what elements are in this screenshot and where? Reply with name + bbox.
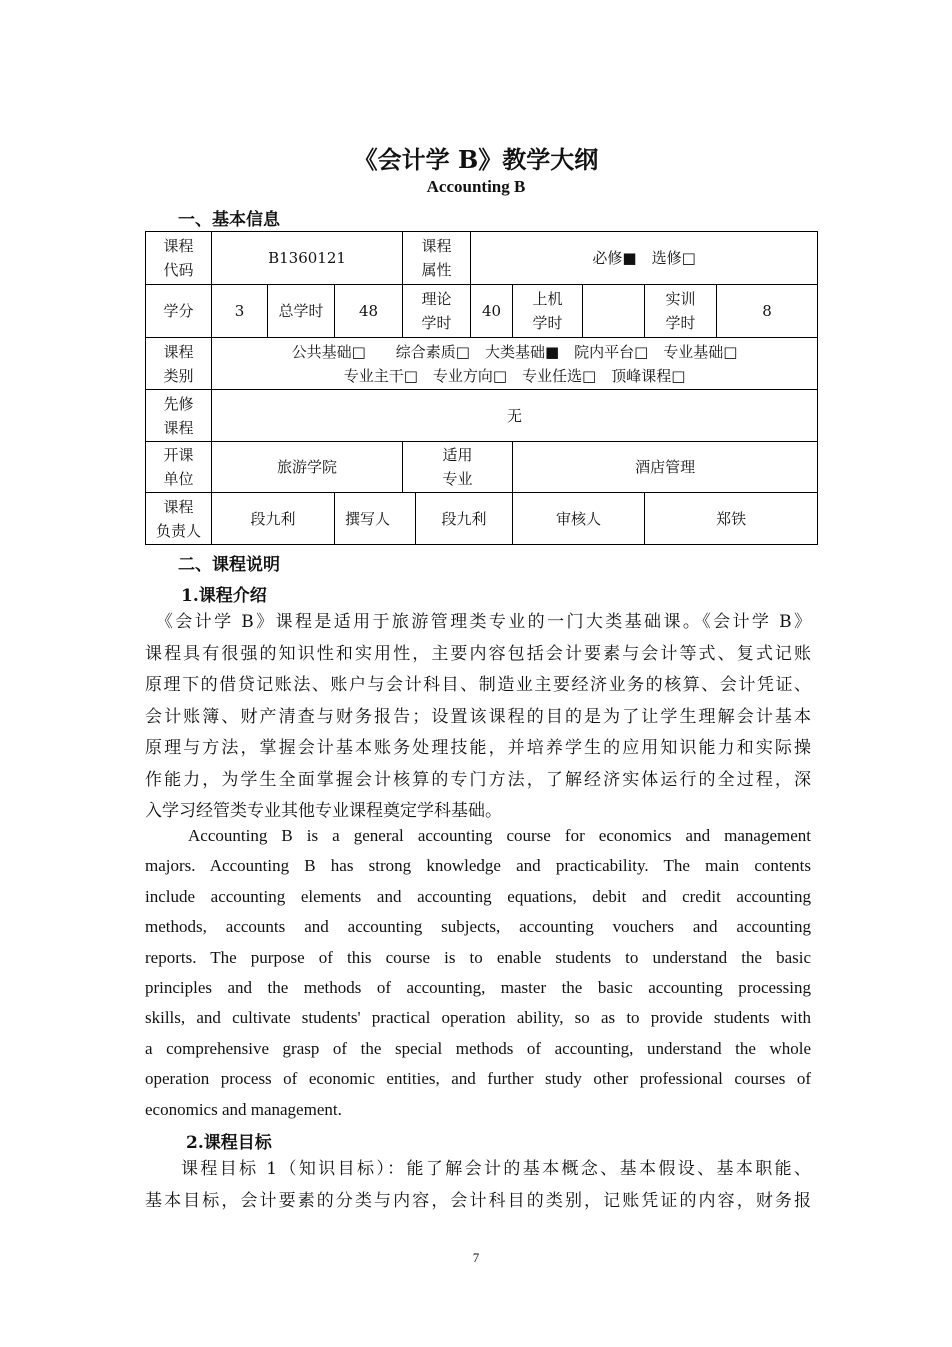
subheading-course-intro: 1.课程介绍 xyxy=(181,586,267,606)
table-label-cell: 理论 学时 xyxy=(403,285,471,338)
theory-hours-value: 40 xyxy=(471,285,513,338)
unit-value: 旅游学院 xyxy=(212,442,403,493)
table-label-cell: 适用 专业 xyxy=(403,442,513,493)
table-label-cell: 上机 学时 xyxy=(513,285,583,338)
intro-paragraph-english: Accounting B is a general accounting course for economics and management majors. Accounting B has strong knowledge and practicability. The main contents include accounting elements and accounting equations, debit and credit accounting methods, accounts and accounting subjects, accounting vouchers and accounting reports. The purpose of this course is to enable students to understand the basic principles and the methods of accounting, master the basic accounting processing skills, and cultivate students' practical operation ability, so as to provide students with a comprehensive grasp of the special methods of accounting, understand the whole operation process of economic entities, and further study other professional courses of economics and management. xyxy=(145,826,811,1119)
page-number: 7 xyxy=(472,1250,480,1265)
writer-label: 撰写人 xyxy=(335,493,416,545)
computer-hours-value xyxy=(583,285,645,338)
section-heading-basic-info: 一、基本信息 xyxy=(178,210,280,230)
table-label-cell: 课程 负责人 xyxy=(146,493,212,545)
table-label-cell: 实训 学时 xyxy=(645,285,717,338)
course-code-value: B1360121 xyxy=(212,232,403,285)
course-info-table xyxy=(145,231,818,545)
course-category-value: 公共基础□ 综合素质□ 大类基础■ 院内平台□ 专业基础□ 专业主干□ 专业方向□ 专业任选□ 顶峰课程□ xyxy=(212,338,818,390)
document-subtitle: Accounting B xyxy=(426,177,526,196)
prereq-value: 无 xyxy=(212,390,818,442)
total-hours-value: 48 xyxy=(335,285,403,338)
section-heading-course-description: 二、课程说明 xyxy=(178,555,280,575)
table-row xyxy=(146,442,818,493)
credit-label: 学分 xyxy=(146,285,212,338)
owner-value: 段九利 xyxy=(212,493,335,545)
major-value: 酒店管理 xyxy=(513,442,818,493)
table-row xyxy=(146,493,818,545)
document-title: 《会计学 B》教学大纲 xyxy=(353,145,599,174)
table-label-cell: 先修 课程 xyxy=(146,390,212,442)
reviewer-label: 审核人 xyxy=(513,493,645,545)
goal-paragraph: 课程目标 1（知识目标）：能了解会计的基本概念、基本假设、基本职能、 基本目标，会计要素的分类与内容，会计科目的类别，记账凭证的内容，财务报 xyxy=(145,1159,811,1211)
practice-hours-value: 8 xyxy=(717,285,818,338)
table-row xyxy=(146,285,818,338)
table-row xyxy=(146,232,818,285)
subheading-course-goals: 2.课程目标 xyxy=(186,1133,272,1153)
table-label-cell: 课程 代码 xyxy=(146,232,212,285)
writer-value: 段九利 xyxy=(416,493,513,545)
total-hours-label: 总学时 xyxy=(268,285,335,338)
table-label-cell: 开课 单位 xyxy=(146,442,212,493)
table-row xyxy=(146,338,818,390)
reviewer-value: 郑铁 xyxy=(645,493,818,545)
course-attr-value: 必修■ 选修□ xyxy=(471,232,818,285)
table-label-cell: 课程 属性 xyxy=(403,232,471,285)
table-row xyxy=(146,390,818,442)
credit-value: 3 xyxy=(212,285,268,338)
intro-paragraph-chinese: 《会计学 B》课程是适用于旅游管理类专业的一门大类基础课。《会计学 B》 课程具有很强的知识性和实用性，主要内容包括会计要素与会计等式、复式记账 原理下的借贷记账法、账户与会计科目、制造业主要经济业务的核算、会计凭证、 会计账簿、财产清查与财务报告；设置该课程的目的是为了让学生理解会计基本 原理与方法，掌握会计基本账务处理技能，并培养学生的应用知识能力和实际操 作能力，为学生全面掌握会计核算的专门方法，了解经济实体运行的全过程，深 入学习经管类专业其他专业课程奠定学科基础。 xyxy=(145,612,811,821)
table-label-cell: 课程 类别 xyxy=(146,338,212,390)
